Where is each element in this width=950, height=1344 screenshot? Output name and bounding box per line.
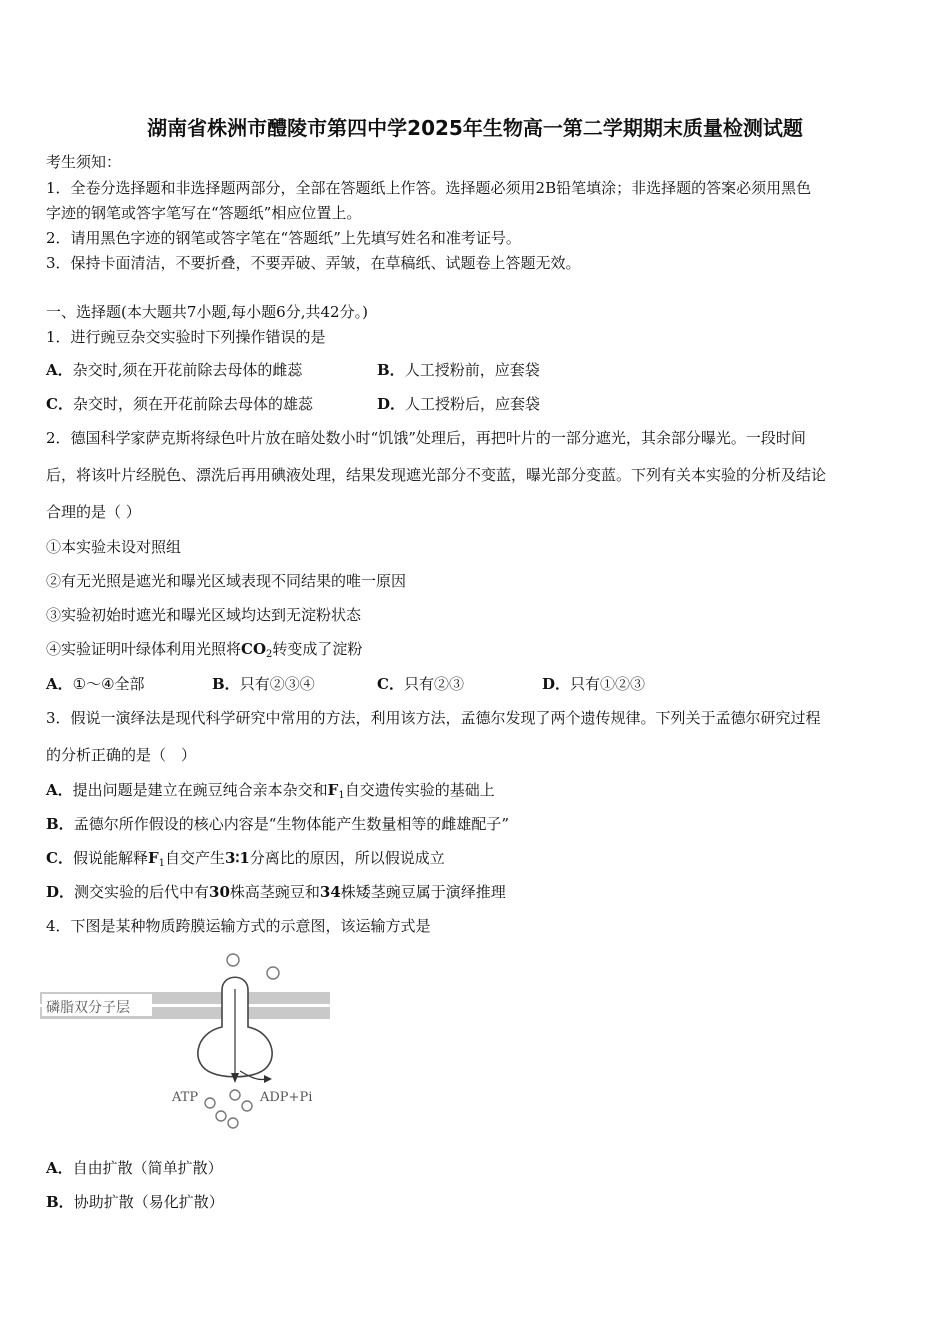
notice-item-2: 2．请用黑色字迹的钢笔或答字笔在“答题纸”上先填写姓名和准考证号。 [46,229,521,247]
q2-option-a: A．①～④全部 [46,675,145,693]
q2-statement-3: ③实验初始时遮光和曝光区域均达到无淀粉状态 [46,606,362,624]
molecule-inside-5 [228,1118,238,1128]
molecule-inside-4 [242,1101,252,1111]
q2-statement-1: ①本实验未设对照组 [46,538,182,556]
atp-arrow-head [264,1075,272,1083]
q3-option-a: A．提出问题是建立在豌豆纯合亲本杂交和$F_1$自交遗传实验的基础上 [46,781,495,801]
arrow-head [231,1073,239,1083]
molecule-inside-3 [230,1090,240,1100]
q1-option-d: D．人工授粉后，应套袋 [377,395,541,413]
q2-option-c: C．只有②③ [377,675,464,693]
notice-heading: 考生须知： [46,153,122,171]
molecule-outside-2 [267,967,279,979]
q2-option-b: B．只有②③④ [212,675,315,693]
membrane-transport-figure [40,945,330,1140]
membrane-label: 磷脂双分子层 [46,1000,130,1016]
q2-stem-3: 合理的是（ ） [46,503,141,521]
q2-option-d: D．只有①②③ [542,675,646,693]
q3-option-c: C．假说能解释$F_1$自交产生3∶1分离比的原因，所以假说成立 [46,849,445,869]
q2-stem-2: 后，将该叶片经脱色、漂洗后再用碘液处理，结果发现遮光部分不变蓝，曝光部分变蓝。下列有关本实验的分析及结论 [46,466,827,484]
adp-label: ADP+Pi [260,1090,313,1105]
section-heading: 一、选择题(本大题共7小题,每小题6分,共42分。) [46,303,368,321]
q2-statement-4: ④实验证明叶绿体利用光照将$CO_2$转变成了淀粉 [46,640,363,660]
q2-stem-1: 2．德国科学家萨克斯将绿色叶片放在暗处数小时“饥饿”处理后，再把叶片的一部分遮光，其余部分曝光。一段时间 [46,429,806,447]
q3-option-d: D．测交实验的后代中有30株高茎豌豆和34株矮茎豌豆属于演绎推理 [46,883,506,901]
transport-diagram [40,945,330,1140]
q4-stem: 4．下图是某种物质跨膜运输方式的示意图，该运输方式是 [46,917,431,935]
q4-option-b: B．协助扩散（易化扩散） [46,1193,224,1211]
notice-item-1: 1．全卷分选择题和非选择题两部分，全部在答题纸上作答。选择题必须用2B铅笔填涂；非选择题的答案必须用黑色 [46,179,812,197]
page-title: 湖南省株洲市醴陵市第四中学2025年生物高一第二学期期末质量检测试题 [147,116,803,140]
notice-item-3: 3．保持卡面清洁，不要折叠，不要弄破、弄皱，在草稿纸、试题卷上答题无效。 [46,254,581,272]
q1-option-c: C．杂交时，须在开花前除去母体的雄蕊 [46,395,313,413]
q1-option-a: A．杂交时,须在开花前除去母体的雌蕊 [46,361,303,379]
notice-item-1-cont: 字迹的钢笔或答字笔写在“答题纸”相应位置上。 [46,204,362,222]
q3-stem-1: 3．假说一演绎法是现代科学研究中常用的方法，利用该方法，孟德尔发现了两个遗传规律。下列关于孟德尔研究过程 [46,709,821,727]
q2-statement-2: ②有无光照是遮光和曝光区域表现不同结果的唯一原因 [46,572,407,590]
q4-option-a: A．自由扩散（简单扩散） [46,1159,223,1177]
q3-stem-2: 的分析正确的是（ ） [46,746,197,764]
molecule-inside-1 [205,1098,215,1108]
atp-label: ATP [172,1090,199,1105]
molecule-outside-1 [227,954,239,966]
q1-option-b: B．人工授粉前，应套袋 [377,361,540,379]
molecule-inside-2 [216,1111,226,1121]
q1-stem: 1．进行豌豆杂交实验时下列操作错误的是 [46,328,326,346]
q3-option-b: B．孟德尔所作假设的核心内容是“生物体能产生数量相等的雌雄配子” [46,815,510,833]
